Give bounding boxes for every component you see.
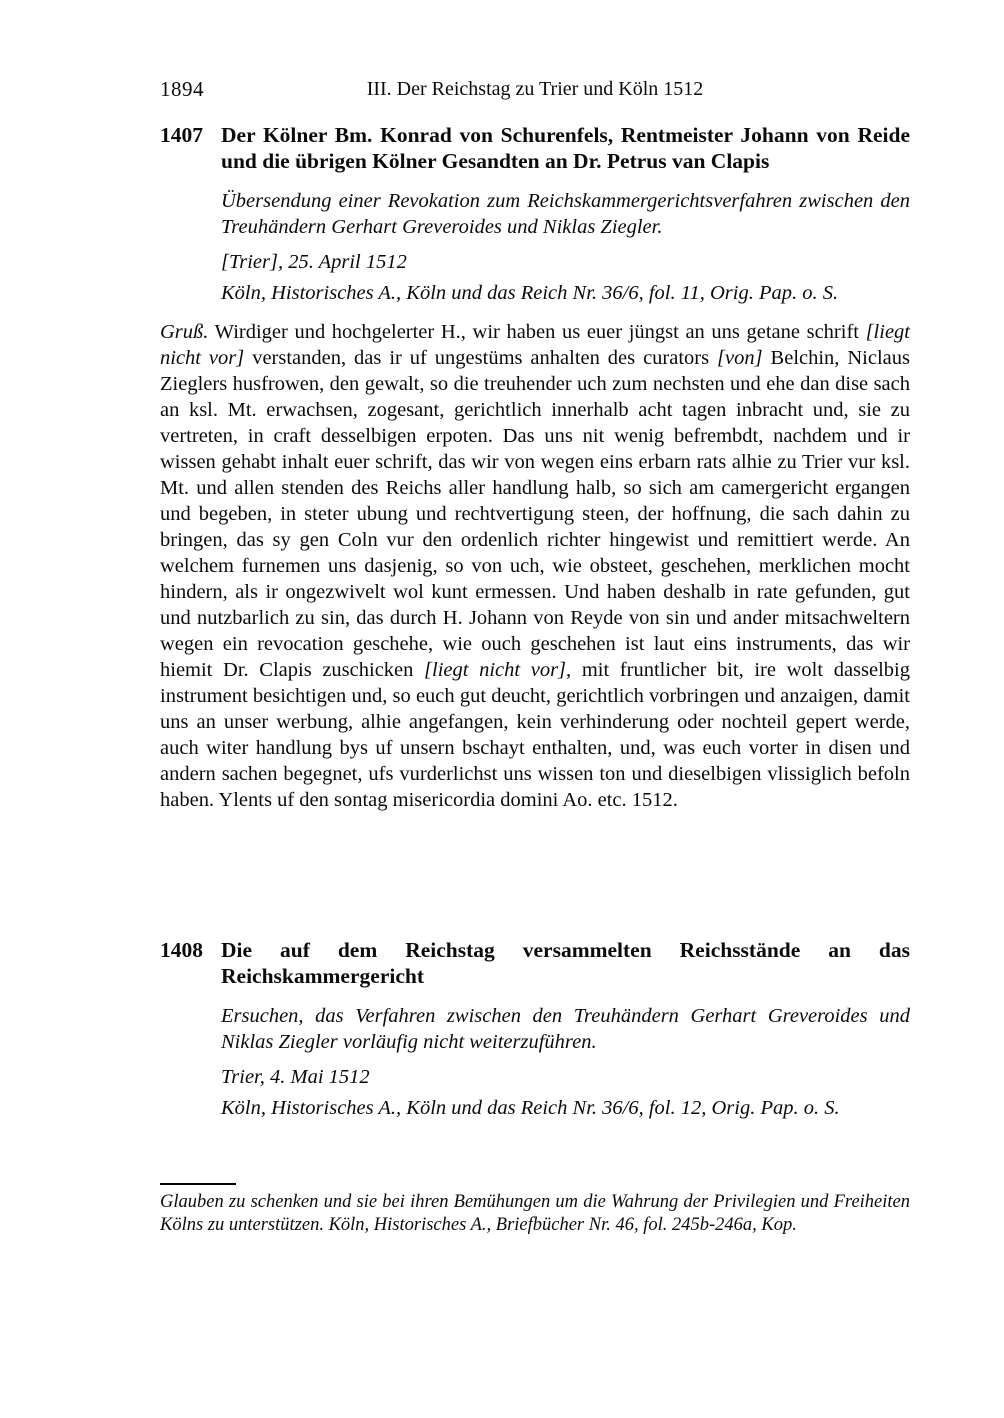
page-header <box>160 76 910 102</box>
footnote-divider <box>160 1183 236 1185</box>
page-number: 1894 <box>160 77 204 101</box>
entry-source: Köln, Historisches A., Köln und das Reich Nr. 36/6, fol. 12, Orig. Pap. o. S. <box>221 1097 840 1119</box>
entry-summary: Ersuchen, das Verfahren zwischen den Treuhändern Gerhart Greveroides und Niklas Ziegler vorläufig nicht weiterzuführen. <box>221 1005 910 1053</box>
entry-1408-heading <box>160 937 910 989</box>
entry-1408-meta <box>221 1003 910 1121</box>
entry-1407-meta <box>221 188 910 306</box>
entry-number: 1408 <box>160 938 203 962</box>
entry-1407-heading <box>160 122 910 174</box>
entry-summary: Übersendung einer Revokation zum Reichskammergerichtsverfahren zwischen den Treuhändern Gerhart Greveroides und Niklas Ziegler. <box>221 190 910 238</box>
footnote <box>160 1183 910 1237</box>
entry-title: Der Kölner Bm. Konrad von Schurenfels, Rentmeister Johann von Reide und die übrigen Kölner Gesandten an Dr. Petrus van Clapis <box>221 123 910 173</box>
entry-1408 <box>160 937 910 1121</box>
entry-body: Gruß. Wirdiger und hochgelerter H., wir haben us euer jüngst an uns getane schrift [liegt nicht vor] verstanden, das ir uf ungestüms anhalten des curators [von] Belchin, Niclaus Zieglers husfrowen, den gewalt, so die treuhender uch zum nechsten und ehe dan dise sach an ksl. Mt. erwachsen, zogesant, gerichtlich innerhalb acht tagen inbracht und, sie zu vertreten, in craft desselbigen erpoten. Das uns nit wenig befrembdt, nachdem und ir wissen gehabt inhalt euer schrift, das wir von wegen eins erbarn rats alhie zu Trier vur ksl. Mt. und allen stenden des Reichs aller handlung halb, so sich am camergericht ergangen und begeben, in steter ubung und rechtvertigung steen, der hoffnung, die sach dahin zu bringen, das sy gen Coln vur den ordenlich richter hingewist und remittiert werde. An welchem furnemen uns dasjenig, so von uch, wie obsteet, geschehen, merklichen mocht hindern, als ir ongezwivelt wol kunt ermessen. Und haben deshalb in rate gefunden, gut und nutzbarlich zu sin, das durch H. Johann von Reyde von sin und ander mitsachweltern wegen ein revocation geschehe, wie ouch geschehen ist laut eins instruments, das wir hiemit Dr. Clapis zuschicken [liegt nicht vor], mit fruntlicher bit, ire wolt dasselbig instrument besichtigen und, so euch gut deucht, gerichtlich vorbringen und anzaigen, damit uns an unser werbung, alhie angefangen, kein verhinderung oder nochteil gepert werde, auch witer handlung bys uf unsern bschayt enthalten, und, was euch vorter in disen und andern sachen begegnet, ufs vurderlichst uns wissen ton und dieselbigen vlissiglich befoln haben. Ylents uf den sontag misericordia domini Ao. etc. 1512. <box>160 321 911 811</box>
footnote-text: Glauben zu schenken und sie bei ihren Bemühungen um die Wahrung der Privilegien und Freiheiten Kölns zu unterstützen. Köln, Historisches A., Briefbücher Nr. 46, fol. 245b-246a, Kop. <box>160 1192 910 1235</box>
entry-dateline: [Trier], 25. April 1512 <box>221 251 407 273</box>
entry-1407 <box>160 122 910 891</box>
entry-source: Köln, Historisches A., Köln und das Reich Nr. 36/6, fol. 11, Orig. Pap. o. S. <box>221 282 839 304</box>
entry-dateline: Trier, 4. Mai 1512 <box>221 1066 370 1088</box>
entry-title: Die auf dem Reichstag versammelten Reichsstände an das Reichskammergericht <box>221 938 910 988</box>
running-title: III. Der Reichstag zu Trier und Köln 1512 <box>366 78 704 100</box>
entry-number: 1407 <box>160 123 203 147</box>
